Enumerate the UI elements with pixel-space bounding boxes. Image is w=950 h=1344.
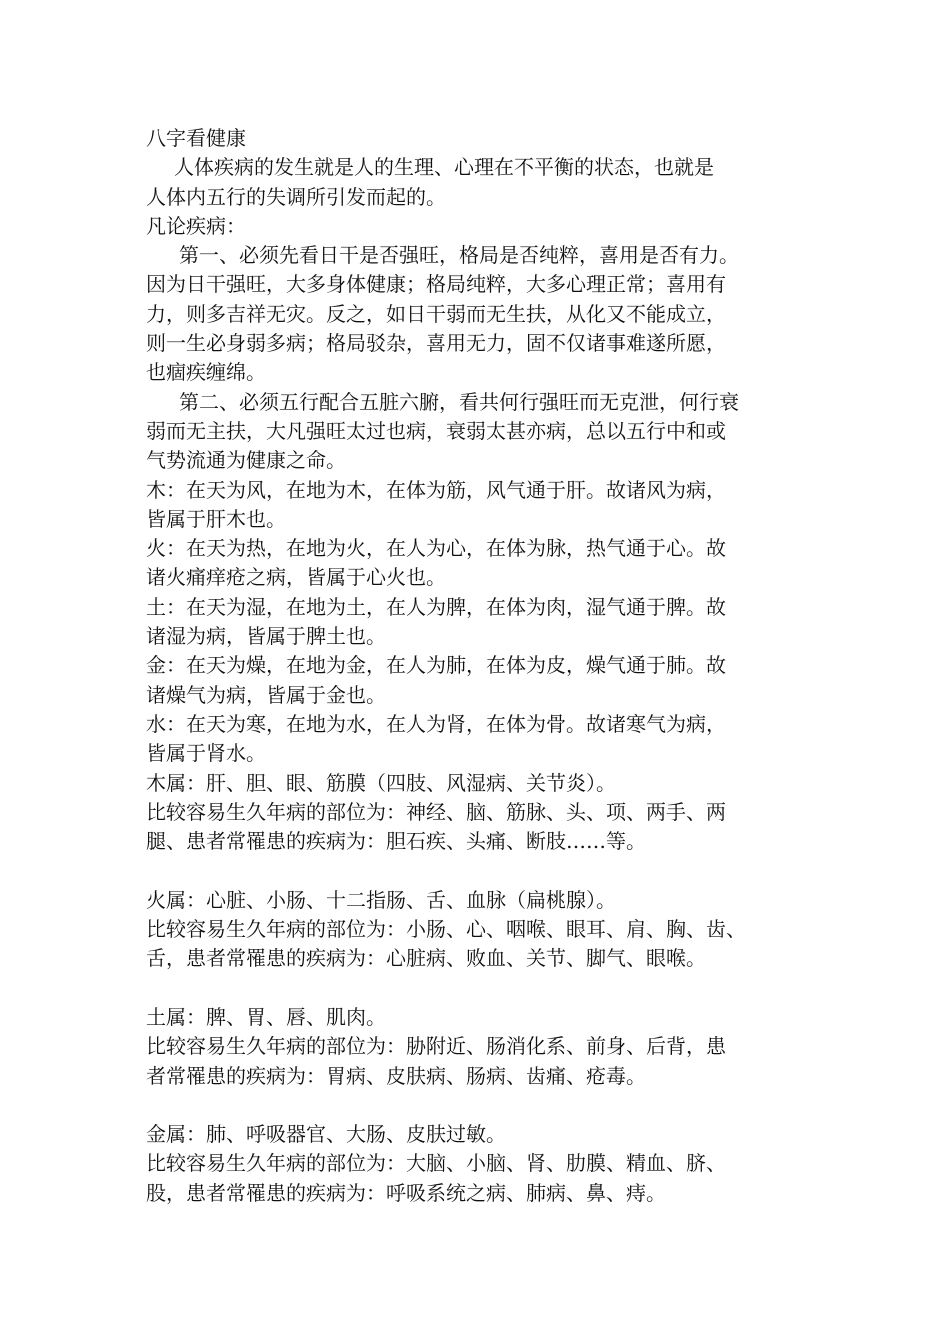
wood-element-line: 木：在天为风，在地为木，在体为筋，风气通于肝。故诸风为病，: [146, 477, 726, 502]
blank-line: [146, 1091, 814, 1120]
metal-element-line: 诸燥气为病，皆属于金也。: [146, 682, 386, 707]
earth-organs-line: 土属：脾、胃、唇、肌肉。: [146, 1004, 386, 1029]
fire-element-line: 火：在天为热，在地为火，在人为心，在体为脉，热气通于心。故: [146, 536, 726, 561]
wood-disease-line: 比较容易生久年病的部位为：神经、脑、筋脉、头、项、两手、两: [146, 799, 726, 824]
paragraph-line: 弱而无主扶，大凡强旺太过也病，衰弱太甚亦病，总以五行中和或: [146, 418, 726, 443]
fire-element-line: 诸火痛痒疮之病，皆属于心火也。: [146, 565, 446, 590]
metal-disease-line: 股，患者常罹患的疾病为：呼吸系统之病、肺病、鼻、痔。: [146, 1180, 666, 1205]
earth-disease-line: 比较容易生久年病的部位为：胁附近、肠消化系、前身、后背，患: [146, 1034, 726, 1059]
wood-element-line: 皆属于肝木也。: [146, 506, 286, 531]
earth-disease-line: 者常罹患的疾病为：胃病、皮肤病、肠病、齿痛、疮毒。: [146, 1063, 646, 1088]
earth-element-line: 土：在天为湿，在地为土，在人为脾，在体为肉，湿气通于脾。故: [146, 594, 726, 619]
metal-disease-line: 比较容易生久年病的部位为：大脑、小脑、肾、肋膜、精血、脐、: [146, 1151, 726, 1176]
earth-element-line: 诸湿为病，皆属于脾土也。: [146, 624, 386, 649]
fire-disease-line: 比较容易生久年病的部位为：小肠、心、咽喉、眼耳、肩、胸、齿、: [146, 917, 746, 942]
paragraph-line: 人体内五行的失调所引发而起的。: [146, 184, 446, 209]
water-element-line: 皆属于肾水。: [146, 741, 266, 766]
paragraph-line: 也痼疾缠绵。: [146, 360, 266, 385]
document-page: [146, 124, 814, 1208]
paragraph-line: 第一、必须先看日干是否强旺，格局是否纯粹，喜用是否有力。: [179, 243, 739, 268]
blank-line: [146, 856, 814, 885]
section-heading: 凡论疾病：: [146, 213, 246, 238]
fire-disease-line: 舌，患者常罹患的疾病为：心脏病、败血、关节、脚气、眼喉。: [146, 946, 706, 971]
paragraph-line: 气势流通为健康之命。: [146, 448, 346, 473]
paragraph-line: 则一生必身弱多病；格局驳杂，喜用无力，固不仅诸事难遂所愿，: [146, 331, 726, 356]
paragraph-line: 因为日干强旺，大多身体健康；格局纯粹，大多心理正常；喜用有: [146, 272, 726, 297]
wood-organs-line: 木属：肝、胆、眼、筋膜（四肢、风湿病、关节炎）。: [146, 770, 616, 795]
paragraph-line: 人体疾病的发生就是人的生理、心理在不平衡的状态，也就是: [174, 155, 714, 180]
metal-organs-line: 金属：肺、呼吸器官、大肠、皮肤过敏。: [146, 1122, 506, 1147]
wood-disease-line: 腿、患者常罹患的疾病为：胆石疾、头痛、断肢……等。: [146, 829, 646, 854]
water-element-line: 水：在天为寒，在地为水，在人为肾，在体为骨。故诸寒气为病，: [146, 711, 726, 736]
metal-element-line: 金：在天为燥，在地为金，在人为肺，在体为皮，燥气通于肺。故: [146, 653, 726, 678]
document-title: 八字看健康: [146, 126, 246, 150]
paragraph-line: 第二、必须五行配合五脏六腑，看共何行强旺而无克泄，何行衰: [179, 389, 739, 414]
blank-line: [146, 974, 814, 1003]
paragraph-line: 力，则多吉祥无灾。反之，如日干弱而无生扶，从化又不能成立，: [146, 301, 726, 326]
fire-organs-line: 火属：心脏、小肠、十二指肠、舌、血脉（扁桃腺）。: [146, 887, 616, 912]
